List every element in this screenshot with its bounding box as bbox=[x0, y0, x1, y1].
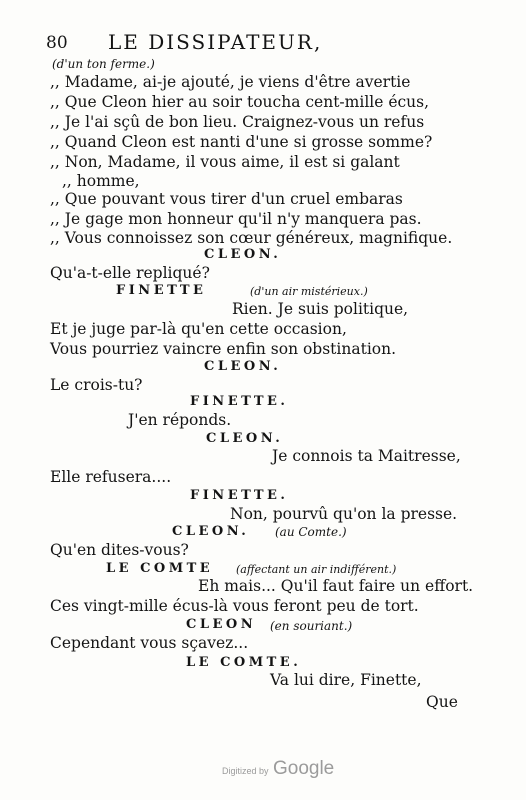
running-title: LE DISSIPATEUR, bbox=[108, 30, 323, 54]
verse-line: Cependant vous sçavez... bbox=[50, 634, 249, 652]
stage-direction: (au Comte.) bbox=[275, 525, 347, 539]
verse-line: ,, Je l'ai sçû de bon lieu. Craignez-vous un refus bbox=[50, 113, 425, 131]
verse-line: ,, Que Cleon hier au soir toucha cent-mille écus, bbox=[50, 93, 430, 111]
speaker-name: CLEON. bbox=[204, 247, 282, 262]
verse-line: Eh mais... Qu'il faut faire un effort. bbox=[198, 577, 474, 595]
speaker-name: LE COMTE bbox=[106, 561, 214, 576]
page-number: 80 bbox=[46, 33, 68, 53]
catchword: Que bbox=[426, 693, 458, 711]
speaker-name: CLEON. bbox=[172, 524, 250, 539]
verse-line: ,, Non, Madame, il vous aime, il est si galant bbox=[50, 153, 400, 171]
speaker-name: FINETTE bbox=[116, 283, 207, 298]
watermark-text: Digitized by bbox=[222, 766, 269, 776]
stage-direction: (d'un air mistérieux.) bbox=[250, 285, 368, 298]
verse-line: Le crois-tu? bbox=[50, 376, 143, 394]
verse-line: Ces vingt-mille écus-là vous feront peu de tort. bbox=[50, 597, 419, 615]
verse-line: J'en réponds. bbox=[128, 411, 232, 429]
verse-line: Vous pourriez vaincre enfin son obstination. bbox=[50, 340, 397, 358]
verse-line: Rien. Je suis politique, bbox=[232, 300, 409, 318]
speaker-name: LE COMTE. bbox=[186, 655, 302, 670]
speaker-name: FINETTE. bbox=[190, 394, 289, 409]
verse-line: Qu'a-t-elle repliqué? bbox=[50, 264, 210, 282]
verse-line: ,, homme, bbox=[62, 172, 140, 190]
verse-line: ,, Je gage mon honneur qu'il n'y manquera pas. bbox=[50, 210, 422, 228]
stage-direction: (en souriant.) bbox=[270, 619, 353, 633]
verse-line: ,, Vous connoissez son cœur généreux, magnifique. bbox=[50, 229, 453, 247]
verse-line: ,, Quand Cleon est nanti d'une si grosse somme? bbox=[50, 133, 433, 151]
verse-line: ,, Que pouvant vous tirer d'un cruel embaras bbox=[50, 190, 403, 208]
verse-line: Qu'en dites-vous? bbox=[50, 541, 189, 559]
speaker-name: FINETTE. bbox=[190, 488, 289, 503]
verse-line: Va lui dire, Finette, bbox=[270, 671, 422, 689]
verse-line: Elle refusera.... bbox=[50, 468, 172, 486]
verse-line: Je connois ta Maitresse, bbox=[272, 447, 461, 465]
verse-line: ,, Madame, ai-je ajouté, je viens d'être avertie bbox=[50, 73, 411, 91]
digitization-watermark bbox=[222, 758, 334, 780]
stage-direction: (d'un ton ferme.) bbox=[52, 57, 155, 71]
speaker-name: CLEON. bbox=[206, 431, 284, 446]
watermark-brand: Google bbox=[272, 758, 335, 779]
speaker-name: CLEON. bbox=[204, 359, 282, 374]
stage-direction: (affectant un air indifférent.) bbox=[236, 563, 397, 576]
verse-line: Et je juge par-là qu'en cette occasion, bbox=[50, 320, 347, 338]
speaker-name: CLEON bbox=[186, 617, 257, 632]
verse-line: Non, pourvû qu'on la presse. bbox=[230, 505, 458, 523]
